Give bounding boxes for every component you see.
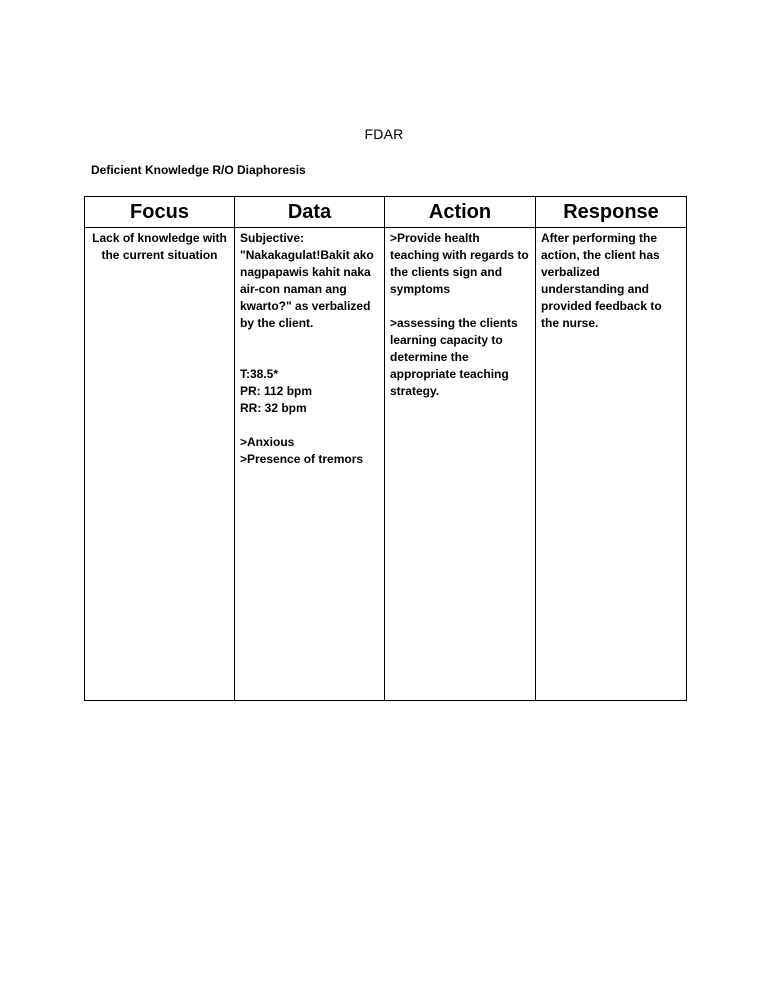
focus-line: Lack of knowledge with [92, 231, 227, 245]
document-subtitle: Deficient Knowledge R/O Diaphoresis [91, 163, 306, 177]
subjective-quote: "Nakakagulat!Bakit ako nagpapawis kahit naka air-con naman ang kwarto?" as verbalized by the client. [240, 248, 374, 330]
data-cell [235, 228, 385, 701]
header-data: Data [235, 197, 385, 228]
action-item: >Provide health teaching with regards to the clients sign and symptoms [390, 231, 529, 296]
subjective-label: Subjective: [240, 231, 305, 245]
observation-item: >Anxious [240, 435, 295, 449]
document-title: FDAR [364, 126, 404, 142]
header-response: Response [536, 197, 687, 228]
header-focus: Focus [85, 197, 235, 228]
response-cell [536, 228, 687, 701]
focus-line: the current situation [101, 248, 218, 262]
table-header-row [85, 197, 687, 228]
table-row [85, 228, 687, 701]
fdar-table [84, 196, 687, 701]
action-cell [385, 228, 536, 701]
observation-item: >Presence of tremors [240, 452, 364, 466]
vital-temperature: T:38.5* [240, 367, 279, 381]
focus-cell [85, 228, 235, 701]
response-text: After performing the action, the client has verbalized understanding and provided feedback to the nurse. [541, 231, 662, 330]
vital-respiratory-rate: RR: 32 bpm [240, 401, 307, 415]
header-action: Action [385, 197, 536, 228]
action-item: >assessing the clients learning capacity to determine the appropriate teaching strategy. [390, 316, 518, 398]
vital-pulse-rate: PR: 112 bpm [240, 384, 313, 398]
